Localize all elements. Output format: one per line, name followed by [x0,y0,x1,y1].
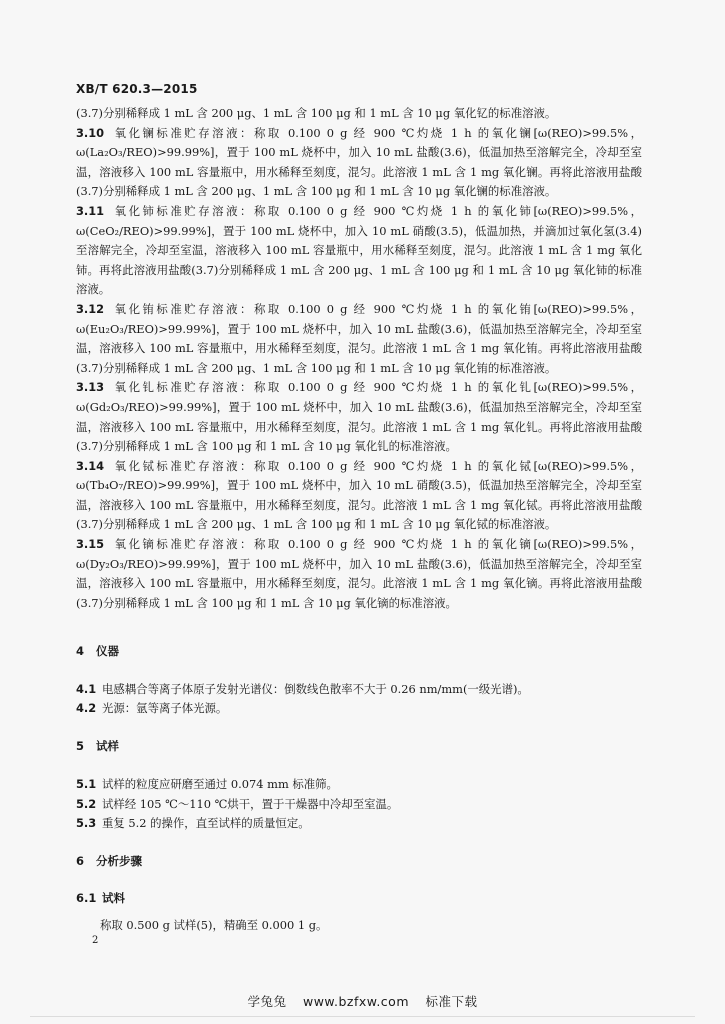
paragraph-3-13 [76,378,642,456]
footer-rule [30,1016,695,1017]
section-6-1-text: 称取 0.500 g 试样(5)，精确至 0.000 1 g。 [100,918,328,932]
paragraph-number: 3.13 [76,380,105,395]
item-5-2-text: 试样经 105 ℃～110 ℃烘干，置于干燥器中冷却至室温。 [102,797,399,811]
page-number: 2 [92,935,99,946]
item-5-1-number: 5.1 [76,777,97,791]
section-6-1-heading [76,890,125,906]
paragraph-3-12 [76,300,642,378]
item-4-2 [76,700,646,716]
item-5-3-number: 5.3 [76,816,97,830]
section-4-heading [76,643,119,659]
footer-slogan: 标准下载 [425,994,478,1009]
section-5-number: 5 [76,739,85,753]
item-5-1 [76,776,646,792]
paragraph-number: 3.14 [76,458,105,473]
section-6-title: 分析步骤 [96,854,142,868]
section-4-number: 4 [76,644,85,658]
item-4-2-number: 4.2 [76,701,97,715]
paragraph-number: 3.11 [76,203,105,218]
paragraph-number: 3.10 [76,125,105,140]
item-4-1-text: 电感耦合等离子体原子发射光谱仪：倒数线色散率不大于 0.26 nm/mm(一级光谱)。 [102,682,529,696]
paragraph-text: 氧化铕标准贮存溶液：称取 0.100 0 g 经 900 ℃灼烧 1 h 的氧化铕[ω(REO)>99.5%，ω(Eu₂O₃/REO)>99.99%]，置于 100 mL 烧杯中，加入 10 mL 盐酸(3.6)，低温加热至溶解完全，冷却至室温，溶液移入 100 mL 容量瓶中，用水稀释至刻度，混匀。此溶液 1 mL 含 1 mg 氧化铕。再将此溶液用盐酸(3.7)分别稀释成 1 mL 含 200 μg、1 mL 含 100 μg 和 1 mL 含 10 μg 氧化铕的标准溶液。 [76,301,642,375]
paragraph-text: 氧化铽标准贮存溶液：称取 0.100 0 g 经 900 ℃灼烧 1 h 的氧化铽[ω(REO)>99.5%，ω(Tb₄O₇/REO)>99.99%]，置于 100 mL 烧杯中，加入 10 mL 硝酸(3.5)，低温加热至溶解完全，冷却至室温，溶液移入 100 mL 容量瓶中，用水稀释至刻度，混匀。此溶液 1 mL 含 1 mg 氧化铽。再将此溶液用盐酸(3.7)分别稀释成 1 mL 含 200 μg、1 mL 含 100 μg 和 1 mL 含 10 μg 氧化铽的标准溶液。 [76,458,642,532]
item-4-1-number: 4.1 [76,682,97,696]
section-5-heading [76,738,119,754]
section-4-title: 仪器 [96,644,119,658]
paragraph-text: 氧化镝标准贮存溶液：称取 0.100 0 g 经 900 ℃灼烧 1 h 的氧化镝[ω(REO)>99.5%，ω(Dy₂O₃/REO)>99.99%]，置于 100 mL 烧杯中，加入 10 mL 盐酸(3.6)，低温加热至溶解完全，冷却至室温，溶液移入 100 mL 容量瓶中，用水稀释至刻度，混匀。此溶液 1 mL 含 1 mg 氧化镝。再将此溶液用盐酸(3.7)分别稀释成 1 mL 含 100 μg 和 1 mL 含 10 μg 氧化镝的标准溶液。 [76,537,642,610]
item-4-2-text: 光源：氩等离子体光源。 [102,701,228,715]
watermark-footer [0,992,725,1010]
paragraph-text: 氧化镧标准贮存溶液：称取 0.100 0 g 经 900 ℃灼烧 1 h 的氧化镧[ω(REO)>99.5%，ω(La₂O₃/REO)>99.99%]，置于 100 mL 烧杯中，加入 10 mL 盐酸(3.6)，低温加热至溶解完全，冷却至室温，溶液移入 100 mL 容量瓶中，用水稀释至刻度，混匀。此溶液 1 mL 含 1 mg 氧化镧。再将此溶液用盐酸(3.7)分别稀释成 1 mL 含 200 μg、1 mL 含 100 μg 和 1 mL 含 10 μg 氧化镧的标准溶液。 [76,125,642,199]
item-5-3-text: 重复 5.2 的操作，直至试样的质量恒定。 [102,816,310,830]
paragraph-3-15 [76,535,642,613]
item-5-3 [76,815,646,831]
paragraph-text: 氧化钆标准贮存溶液：称取 0.100 0 g 经 900 ℃灼烧 1 h 的氧化钆[ω(REO)>99.5%，ω(Gd₂O₃/REO)>99.99%]，置于 100 mL 烧杯中，加入 10 mL 盐酸(3.6)，低温加热至溶解完全，冷却至室温，溶液移入 100 mL 容量瓶中，用水稀释至刻度，混匀。此溶液 1 mL 含 1 mg 氧化钆。再将此溶液用盐酸(3.7)分别稀释成 1 mL 含 100 μg 和 1 mL 含 10 μg 氧化钆的标准溶液。 [76,380,642,454]
paragraph-text: 氧化铈标准贮存溶液：称取 0.100 0 g 经 900 ℃灼烧 1 h 的氧化铈[ω(REO)>99.5%，ω(CeO₂/REO)>99.99%]，置于 100 mL 烧杯中，加入 10 mL 硝酸(3.5)，低温加热，并滴加过氧化氢(3.4)至溶解完全，冷却至室温，溶液移入 100 mL 容量瓶中，用水稀释至刻度，混匀。此溶液 1 mL 含 1 mg 氧化铈。再将此溶液用盐酸(3.7)分别稀释成 1 mL 含 200 μg、1 mL 含 100 μg 和 1 mL 含 10 μg 氧化铈的标准溶液。 [76,203,642,297]
section-6-1-number: 6.1 [76,891,97,905]
item-5-2-number: 5.2 [76,797,97,811]
section-6-heading [76,853,142,869]
paragraph-3-11 [76,202,642,300]
paragraph-number: 3.12 [76,301,105,316]
item-5-2 [76,796,646,812]
section-6-1-title: 试料 [102,891,125,905]
section-6-number: 6 [76,854,85,868]
paragraph-3-10 [76,124,642,202]
paragraph-number: 3.15 [76,537,105,552]
item-4-1 [76,681,646,697]
footer-url: www.bzfxw.com [302,994,410,1009]
paragraph-3-14 [76,457,642,535]
section-5-title: 试样 [96,739,119,753]
footer-site-name: 学兔兔 [247,994,287,1009]
continuation-text: (3.7)分别稀释成 1 mL 含 200 μg、1 mL 含 100 μg 和 1 mL 含 10 μg 氧化钇的标准溶液。 [76,106,557,120]
standard-number-header: XB/T 620.3—2015 [76,82,198,96]
section-3-body [76,104,642,613]
item-5-1-text: 试样的粒度应研磨至通过 0.074 mm 标准筛。 [102,777,338,791]
paragraph-list [76,124,642,614]
